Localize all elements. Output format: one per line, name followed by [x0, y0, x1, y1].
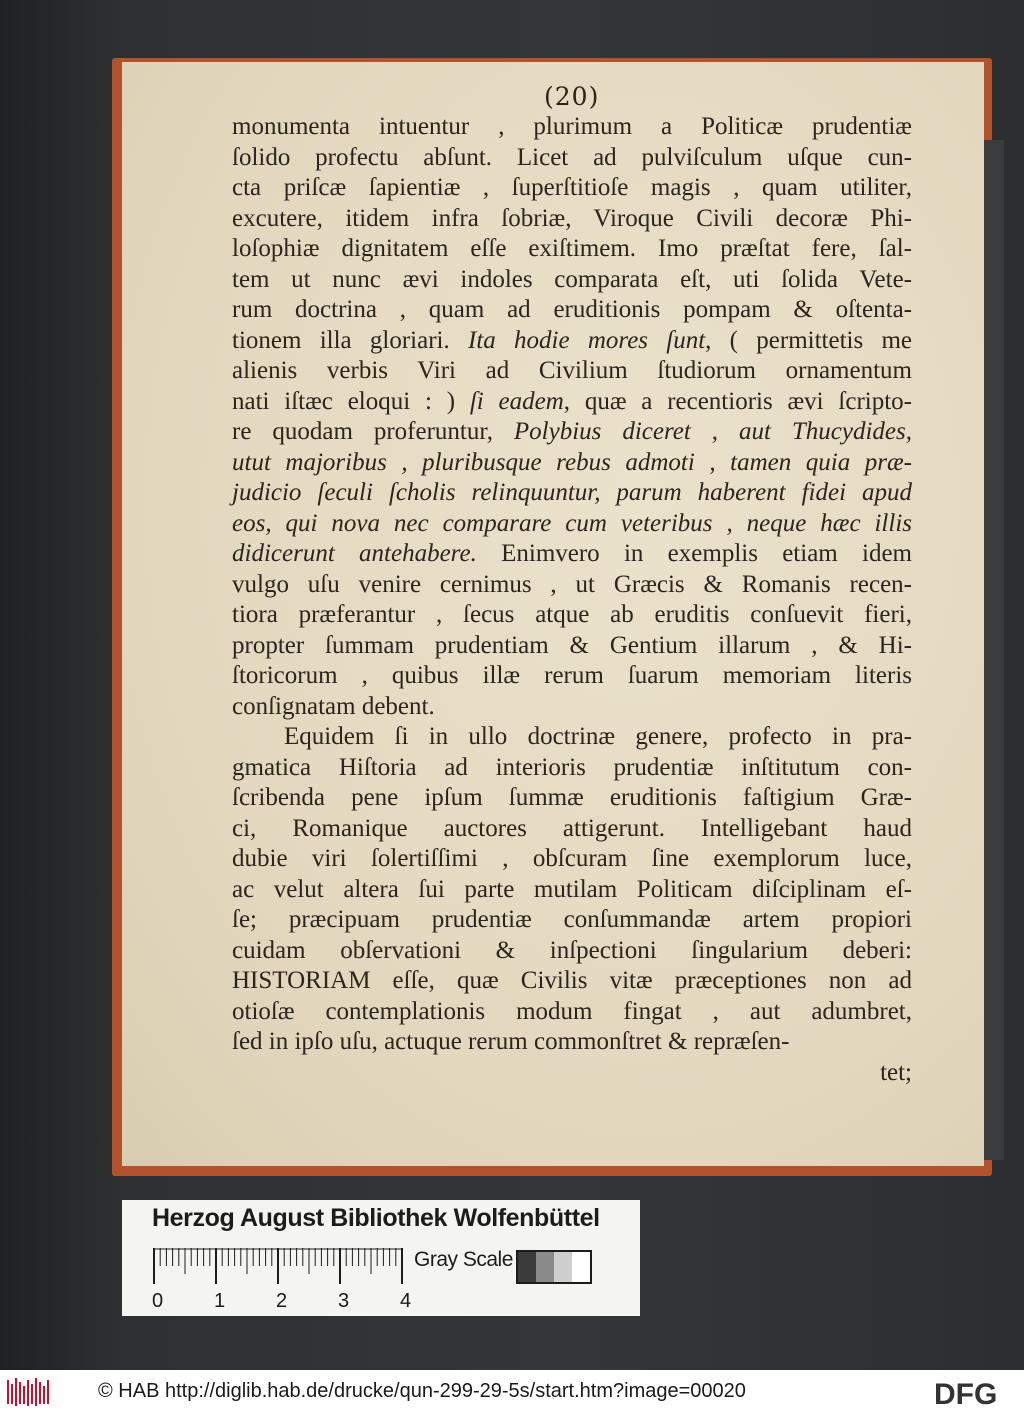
text-line	[232, 997, 912, 1028]
text-line	[232, 1027, 912, 1058]
page-number: (20)	[544, 82, 600, 111]
roman-text: loſophiæ dignitatem eſſe exiſtimem. Imo præſtat fere, ſal-	[232, 235, 912, 262]
roman-text: ci, Romanique auctores attigerunt. Intelligebant haud	[232, 814, 912, 842]
roman-text: conſignatam debent.	[232, 692, 435, 720]
roman-text: tiora præferantur , ſecus atque ab eruditis conſuevit fieri,	[232, 601, 912, 628]
roman-text: HISTORIAM eſſe, quæ Civilis vitæ præceptiones non ad	[232, 967, 912, 994]
ruler-label: 4	[400, 1290, 412, 1312]
roman-text: cuidam obſervationi & inſpectioni ſingularium deberi:	[232, 936, 912, 964]
roman-text: ſed in ipſo uſu, actuque rerum commonſtret & repræſen-	[232, 1028, 790, 1055]
text-line	[232, 570, 912, 601]
italic-text: didicerunt antehabere.	[232, 540, 477, 567]
grayscale-swatch	[554, 1252, 572, 1282]
italic-text: Polybius diceret , aut Thucydides,	[513, 418, 912, 445]
roman-text: Enimvero in exemplis etiam idem	[476, 540, 913, 567]
ruler-label: 1	[214, 1290, 226, 1312]
ruler-scale	[152, 1248, 410, 1288]
roman-text: nati iſtæc eloqui : )	[232, 387, 470, 415]
text-line	[232, 966, 912, 997]
text-line	[232, 356, 912, 387]
text-line	[232, 478, 912, 509]
text-line	[232, 875, 912, 906]
library-name: Herzog August Bibliothek Wolfenbüttel	[152, 1204, 600, 1232]
page-text	[232, 112, 912, 1088]
text-line	[232, 234, 912, 265]
text-line	[232, 265, 912, 296]
text-line	[232, 600, 912, 631]
italic-text: ſi eadem	[469, 387, 564, 415]
grayscale-swatch	[536, 1252, 554, 1282]
roman-text: ſtoricorum , quibus illæ rerum ſuarum memoriam literis	[232, 662, 912, 689]
text-line	[232, 448, 912, 479]
text-line	[232, 905, 912, 936]
roman-text: tionem illa gloriari.	[232, 326, 468, 354]
grayscale-swatch	[518, 1252, 536, 1282]
roman-text: ac velut altera ſui parte mutilam Politicam diſciplinam eſ-	[232, 875, 912, 903]
roman-text: tem ut nunc ævi indoles comparata eſt, uti ſolida Vete-	[232, 265, 912, 293]
grayscale-label: Gray Scale	[414, 1248, 513, 1271]
page-binding-edge	[984, 140, 1004, 1160]
roman-text: propter ſummam prudentiam & Gentium illarum , & Hi-	[232, 631, 912, 659]
italic-text: Ita hodie mores ſunt	[468, 326, 706, 354]
text-line	[232, 783, 912, 814]
roman-text: ſolido profectu abſunt. Licet ad pulviſculum uſque cun-	[232, 143, 912, 171]
text-line	[232, 173, 912, 204]
roman-text: otioſæ contemplationis modum fingat , aut adumbret,	[232, 997, 912, 1025]
ruler-labels	[152, 1290, 422, 1314]
hab-logo-icon	[6, 1376, 50, 1408]
grayscale-swatch	[572, 1252, 590, 1282]
dfg-logo-text: DFG	[934, 1378, 998, 1408]
roman-text: excutere, itidem infra ſobriæ, Viroque Civili decoræ Phi-	[232, 204, 912, 232]
roman-text: gmatica Hiſtoria ad interioris prudentiæ inſtitutum con-	[232, 753, 912, 781]
text-line	[232, 295, 912, 326]
dfg-logo-icon	[934, 1378, 1018, 1408]
roman-text: ſe; præcipuam prudentiæ conſummandæ artem propiori	[232, 906, 912, 933]
italic-text: judicio ſeculi ſcholis relinquuntur, parum haberent fidei apud	[232, 479, 912, 506]
italic-text: eos, qui nova nec comparare cum veteribus , neque hæc illis	[232, 509, 912, 537]
text-line	[232, 204, 912, 235]
ruler-label: 2	[276, 1290, 288, 1312]
roman-text: , quæ a recentioris ævi ſcripto-	[563, 387, 912, 415]
text-line	[232, 112, 912, 143]
roman-text: re quodam proferuntur,	[232, 418, 514, 445]
text-line	[232, 661, 912, 692]
roman-text: Equidem ſi in ullo doctrinæ genere, profecto in pra-	[284, 723, 912, 750]
roman-text: , ( permittetis me	[705, 326, 912, 354]
grayscale-swatches	[516, 1250, 592, 1284]
text-line	[232, 814, 912, 845]
roman-text: cta priſcæ ſapientiæ , ſuperſtitioſe magis , quam utiliter,	[232, 174, 912, 201]
text-line	[232, 692, 912, 723]
text-line	[232, 143, 912, 174]
roman-text: vulgo uſu venire cernimus , ut Græcis & Romanis recen-	[232, 570, 912, 598]
copyright-link[interactable]: © HAB http://diglib.hab.de/drucke/qun-299-29-5s/start.htm?image=00020	[98, 1380, 746, 1402]
roman-text: dubie viri ſolertiſſimi , obſcuram ſine exemplorum luce,	[232, 845, 912, 872]
text-line	[232, 509, 912, 540]
ruler-label: 3	[338, 1290, 350, 1312]
text-line	[232, 753, 912, 784]
catchword: tet;	[880, 1058, 912, 1086]
text-line	[232, 539, 912, 570]
text-line	[232, 722, 912, 753]
italic-text: utut majoribus , pluribusque rebus admoti , tamen quia præ-	[232, 448, 912, 476]
text-line	[232, 387, 912, 418]
text-line	[232, 417, 912, 448]
roman-text: monumenta intuentur , plurimum a Politicæ prudentiæ	[232, 113, 912, 140]
text-line	[232, 936, 912, 967]
roman-text: rum doctrina , quam ad eruditionis pompam & oſtenta-	[232, 296, 912, 323]
text-line	[232, 844, 912, 875]
text-line	[232, 326, 912, 357]
ruler-label: 0	[152, 1290, 164, 1312]
roman-text: ſcribenda pene ipſum ſummæ eruditionis faſtigium Græ-	[232, 784, 912, 811]
roman-text: alienis verbis Viri ad Civilium ſtudiorum ornamentum	[232, 357, 912, 384]
text-line	[232, 631, 912, 662]
